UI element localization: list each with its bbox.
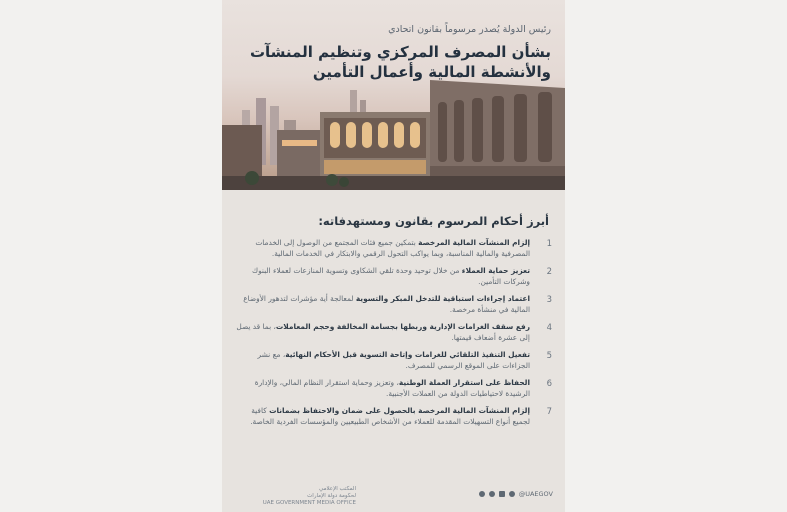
building-photo — [222, 80, 565, 190]
post-card — [222, 0, 565, 512]
list-item — [236, 378, 552, 399]
youtube-icon[interactable] — [499, 491, 505, 497]
hero-title — [226, 42, 551, 82]
provisions-list — [236, 238, 552, 434]
social-handles — [479, 490, 553, 498]
x-icon[interactable] — [479, 491, 485, 497]
item-text: بتمكين جميع فئات المجتمع من الوصول إلى الخدمات المصرفية والمالية المناسبة، وبما يواكب التحول الرقمي والابتكار في الخدمات المالية. — [255, 238, 530, 258]
section-heading: أبرز أحكام المرسوم بقانون ومستهدفاته: — [318, 214, 549, 228]
item-lead: إلزام المنشآت المالية المرخصة — [418, 238, 530, 247]
list-item — [236, 266, 552, 287]
list-item — [236, 406, 552, 427]
item-number: 1 — [546, 239, 552, 249]
item-text: من خلال توحيد وحدة تلقي الشكاوى وتسوية المنازعات لعملاء البنوك وشركات التأمين. — [251, 266, 530, 286]
item-text: ، بما قد يصل إلى عشرة أضعاف قيمتها. — [236, 322, 530, 342]
item-lead: إلزام المنشآت المالية المرخصة بالحصول على ضمان والاحتفاظ بضمانات — [269, 406, 530, 415]
item-number: 2 — [546, 267, 552, 277]
media-office-logo — [236, 486, 356, 507]
list-item — [236, 322, 552, 343]
hero-title-line-2: والأنشطة المالية وأعمال التأمين — [312, 63, 551, 81]
item-number: 7 — [546, 407, 552, 417]
item-lead: تعزيز حماية العملاء — [461, 266, 530, 275]
item-number: 5 — [546, 351, 552, 361]
at-icon — [509, 491, 515, 497]
hero-title-line-1: بشأن المصرف المركزي وتنظيم المنشآت — [249, 43, 551, 61]
list-item — [236, 238, 552, 259]
office-name-ar-2: لحكومة دولة الإمارات — [307, 493, 356, 499]
list-item — [236, 294, 552, 315]
hero-banner — [222, 0, 565, 190]
instagram-icon[interactable] — [489, 491, 495, 497]
item-text: كافية لجميع أنواع التسهيلات المقدمة للعملاء من الأشخاص الطبيعيين والمؤسسات الفردية الخاصة. — [250, 406, 530, 426]
item-text: ، وتعزيز وحماية استقرار النظام المالي، والإدارة الرشيدة لاحتياطيات الدولة من العملات الأجنبية. — [254, 378, 530, 398]
hero-kicker: رئيس الدولة يُصدر مرسوماً بقانون اتحادي — [388, 24, 551, 35]
social-handle[interactable]: @UAEGOV — [518, 490, 553, 498]
item-lead: رفع سقف الغرامات الإدارية وربطها بجسامة المخالفة وحجم المعاملات — [275, 322, 530, 331]
item-number: 4 — [546, 323, 552, 333]
item-lead: تفعيل التنفيذ التلقائي للغرامات وإتاحة التسوية قبل الأحكام النهائية — [285, 350, 530, 359]
item-number: 6 — [546, 379, 552, 389]
list-item — [236, 350, 552, 371]
item-lead: اعتماد إجراءات استباقية للتدخل المبكر والتسوية — [355, 294, 530, 303]
office-name-en: UAE GOVERNMENT MEDIA OFFICE — [262, 500, 356, 506]
item-lead: الحفاظ على استقرار العملة الوطنية — [398, 378, 530, 387]
item-number: 3 — [546, 295, 552, 305]
office-name-ar-1: المكتب الإعلامي — [319, 486, 356, 492]
item-text: لمعالجة أية مؤشرات لتدهور الأوضاع المالية في منشأة مرخصة. — [243, 294, 530, 314]
item-text: ، مع نشر الجزاءات على الموقع الرسمي للمصرف. — [257, 350, 530, 370]
